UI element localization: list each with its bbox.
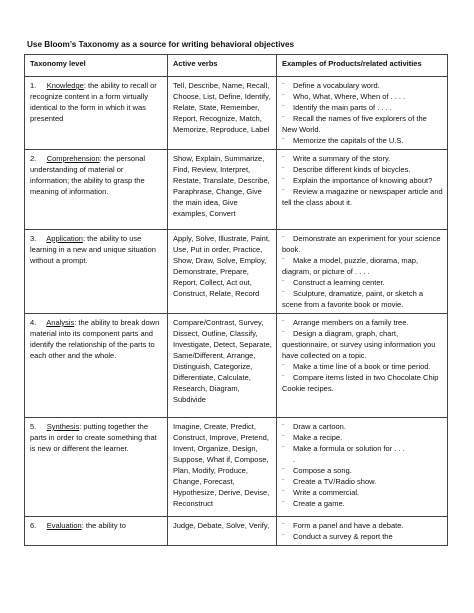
- examples-cell: [277, 150, 448, 230]
- active-verbs-cell: Show, Explain, Summarize, Find, Review, Interpret, Restate, Translate, Describe, Paraphrase, Change, Give the main idea, Give examples, Convert: [168, 150, 277, 230]
- example-item: ¨ Make a recipe.: [282, 433, 343, 442]
- level-term: Synthesis: [46, 422, 80, 431]
- header-active-verbs: Active verbs: [168, 55, 277, 77]
- bullet-mark: ¨: [282, 256, 285, 265]
- table-row: [25, 77, 448, 150]
- example-item: ¨ Demonstrate an experiment for your science book.: [282, 234, 441, 254]
- example-item: ¨ Form a panel and have a debate.: [282, 521, 404, 530]
- level-number: 2.: [30, 154, 37, 163]
- example-item: ¨ Recall the names of five explorers of the New World.: [282, 114, 427, 134]
- example-item: ¨ Create a game.: [282, 499, 345, 508]
- taxonomy-level-cell: [25, 150, 168, 230]
- level-description: : the ability to use learning in a new and unique situation without a prompt.: [30, 234, 156, 265]
- bullet-mark: ¨: [282, 422, 285, 431]
- taxonomy-level-cell: [25, 314, 168, 418]
- examples-cell: [277, 230, 448, 314]
- bullet-mark: ¨: [282, 532, 285, 541]
- level-term: Analysis: [46, 318, 75, 327]
- example-item: ¨ Draw a cartoon.: [282, 422, 346, 431]
- taxonomy-level-cell: [25, 517, 168, 546]
- bullet-mark: ¨: [282, 289, 285, 298]
- level-description: : the ability to: [81, 521, 126, 530]
- example-item: ¨ Identify the main parts of . . . .: [282, 103, 392, 112]
- bullet-mark: ¨: [282, 329, 285, 338]
- bullet-mark: ¨: [282, 466, 285, 475]
- example-item: ¨ Review a magazine or newspaper article and tell the class about it.: [282, 187, 443, 207]
- example-item: ¨ Define a vocabulary word.: [282, 81, 380, 90]
- taxonomy-level-cell: [25, 230, 168, 314]
- example-item: ¨ Write a commercial.: [282, 488, 360, 497]
- bullet-mark: ¨: [282, 318, 285, 327]
- level-number: 6.: [30, 521, 37, 530]
- bullet-mark: ¨: [282, 373, 285, 382]
- taxonomy-level-cell: [25, 77, 168, 150]
- active-verbs-cell: Tell, Describe, Name, Recall, Choose, List, Define, Identify, Relate, State, Remember, Report, Recognize, Match, Memorize, Reproduce, Label: [168, 77, 277, 150]
- level-term: Comprehension: [46, 154, 100, 163]
- level-number: 5.: [30, 422, 37, 431]
- example-item: ¨ Make a time line of a book or time period.: [282, 362, 431, 371]
- taxonomy-level-cell: [25, 418, 168, 517]
- active-verbs-cell: Judge, Debate, Solve, Verify,: [168, 517, 277, 546]
- taxonomy-table: [24, 54, 448, 546]
- example-item: ¨ Explain the importance of knowing about?: [282, 176, 433, 185]
- example-item: ¨ Who, What, Where, When of . . . .: [282, 92, 406, 101]
- active-verbs-cell: Apply, Solve, Illustrate, Paint, Use, Put in order, Practice, Show, Draw, Solve, Employ, Demonstrate, Prepare, Report, Collect, Act out, Construct, Relate, Record: [168, 230, 277, 314]
- bullet-mark: ¨: [282, 187, 285, 196]
- table-row: [25, 150, 448, 230]
- table-row: [25, 230, 448, 314]
- example-item: ¨ Memorize the capitals of the U.S.: [282, 136, 404, 145]
- bullet-mark: ¨: [282, 234, 285, 243]
- bullet-mark: ¨: [282, 362, 285, 371]
- example-item: ¨ Write a summary of the story.: [282, 154, 391, 163]
- level-description: : putting together the parts in order to create something that is new or different the learner.: [30, 422, 157, 453]
- example-item: ¨ Compose a song.: [282, 466, 352, 475]
- example-item: ¨ Create a TV/Radio show.: [282, 477, 377, 486]
- header-taxonomy-level: Taxonomy level: [25, 55, 168, 77]
- level-description: : the ability to break down material into its component parts and identify the relationship of the parts to each other and the whole.: [30, 318, 160, 360]
- bullet-mark: ¨: [282, 477, 285, 486]
- level-number: 3.: [30, 234, 37, 243]
- level-number: 1.: [30, 81, 37, 90]
- bullet-mark: ¨: [282, 278, 285, 287]
- bullet-mark: ¨: [282, 136, 285, 145]
- examples-cell: [277, 77, 448, 150]
- example-item: ¨ Sculpture, dramatize, paint, or sketch a scene from a favorite book or movie.: [282, 289, 424, 309]
- examples-cell: [277, 418, 448, 517]
- table-row: [25, 418, 448, 517]
- example-item: ¨ Describe different kinds of bicycles.: [282, 165, 411, 174]
- bullet-mark: ¨: [282, 165, 285, 174]
- example-item: ¨ Compare items listed in two Chocolate Chip Cookie recipes.: [282, 373, 439, 393]
- active-verbs-cell: Imagine, Create, Predict, Construct, Improve, Pretend, Invent, Organize, Design, Suppose, What if, Compose, Plan, Modify, Produce, Change, Forecast, Hypothesize, Derive, Devise, Reconstruct: [168, 418, 277, 517]
- bullet-mark: ¨: [282, 488, 285, 497]
- bullet-mark: ¨: [282, 103, 285, 112]
- bullet-mark: ¨: [282, 444, 285, 453]
- examples-cell: [277, 314, 448, 418]
- level-description: : the personal understanding of material or information; the ability to grasp the meaning of information.: [30, 154, 146, 196]
- table-row: [25, 517, 448, 546]
- bullet-mark: ¨: [282, 81, 285, 90]
- level-term: Evaluation: [46, 521, 82, 530]
- bullet-mark: ¨: [282, 499, 285, 508]
- example-item: ¨ Conduct a survey & report the: [282, 532, 393, 541]
- example-item: ¨ Make a formula or solution for . . .: [282, 444, 405, 453]
- level-description: : the ability to recall or recognize content in a form virtually identical to the form in which it was presented: [30, 81, 157, 123]
- bullet-mark: ¨: [282, 433, 285, 442]
- bullet-mark: ¨: [282, 176, 285, 185]
- level-term: Knowledge: [46, 81, 84, 90]
- table-header-row: [25, 55, 448, 77]
- bullet-mark: ¨: [282, 521, 285, 530]
- document-title: Use Bloom’s Taxonomy as a source for writing behavioral objectives: [27, 40, 295, 49]
- example-item: .: [293, 455, 296, 464]
- example-item: ¨ Construct a learning center.: [282, 278, 385, 287]
- level-term: Application: [46, 234, 83, 243]
- bullet-mark: ¨: [282, 154, 285, 163]
- example-item: ¨ Make a model, puzzle, diorama, map, diagram, or picture of . . . .: [282, 256, 419, 276]
- example-item: ¨ Design a diagram, graph, chart, questionnaire, or survey using information you have collected on a topic.: [282, 329, 436, 360]
- bullet-mark: ¨: [282, 114, 285, 123]
- table-row: [25, 314, 448, 418]
- active-verbs-cell: Compare/Contrast, Survey, Dissect, Outline, Classify, Investigate, Detect, Separate, Same/Different, Arrange, Distinguish, Categorize, Differentiate, Calculate, Research, Diagram, Subdivide: [168, 314, 277, 418]
- header-examples: Examples of Products/related activities: [277, 55, 448, 77]
- level-number: 4.: [30, 318, 37, 327]
- examples-cell: [277, 517, 448, 546]
- bullet-mark: ¨: [282, 92, 285, 101]
- example-item: ¨ Arrange members on a family tree.: [282, 318, 409, 327]
